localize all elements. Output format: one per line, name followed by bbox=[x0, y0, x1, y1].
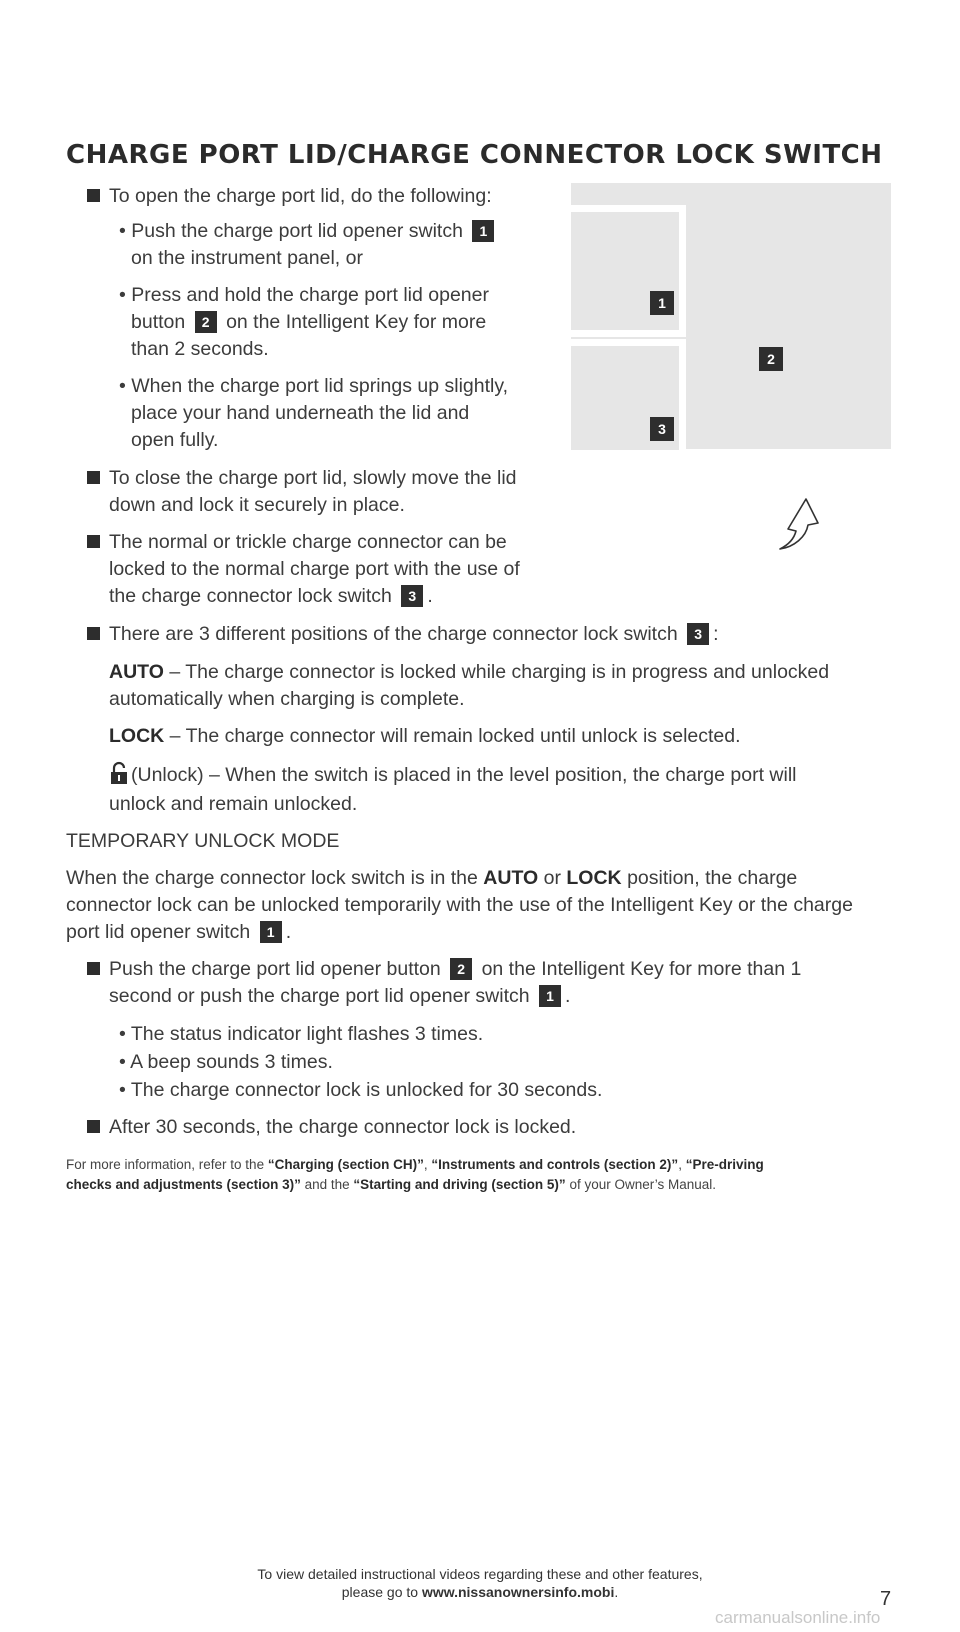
temporary-unlock-heading: TEMPORARY UNLOCK MODE bbox=[66, 830, 340, 852]
temp-para-line-3-text: port lid opener switch bbox=[66, 921, 251, 943]
open-bullet-3-line-2: place your hand underneath the lid and bbox=[131, 402, 470, 424]
footer-please-go: please go to bbox=[341, 1584, 419, 1600]
temp-auto-keyword: AUTO bbox=[483, 867, 539, 889]
square-bullet-icon bbox=[87, 471, 100, 484]
open-intro: To open the charge port lid, do the following: bbox=[109, 185, 492, 207]
callout-badge-3: 3 bbox=[401, 585, 423, 607]
callout-badge-1: 1 bbox=[472, 220, 494, 242]
close-line-1: To close the charge port lid, slowly move the lid bbox=[109, 467, 517, 489]
open-bullet-1-text: • Push the charge port lid opener switch bbox=[119, 220, 463, 242]
unlock-line-2: unlock and remain unlocked. bbox=[109, 793, 358, 815]
lock-description: – The charge connector will remain locked until unlock is selected. bbox=[169, 725, 741, 747]
positions-line-1-colon: : bbox=[713, 623, 719, 645]
lock-keyword: LOCK bbox=[109, 725, 165, 747]
temp-or-text: or bbox=[543, 867, 561, 889]
page-number: 7 bbox=[880, 1588, 892, 1610]
temp-lock-keyword: LOCK bbox=[566, 867, 622, 889]
more-info-end: of your Owner’s Manual. bbox=[569, 1177, 717, 1192]
callout-badge-2: 2 bbox=[195, 311, 217, 333]
open-bullet-3-line-1: • When the charge port lid springs up slightly, bbox=[119, 375, 509, 397]
square-bullet-icon bbox=[87, 1120, 100, 1133]
more-info-comma-2: , bbox=[678, 1157, 682, 1172]
square-bullet-icon bbox=[87, 189, 100, 202]
open-bullet-2-key-text: on the Intelligent Key for more bbox=[226, 311, 487, 333]
normal-line-3-period: . bbox=[427, 585, 433, 607]
unlock-description: (Unlock) – When the switch is placed in the level position, the charge port will bbox=[131, 764, 797, 786]
illustration-panel-upper bbox=[564, 205, 686, 337]
ref-starting-driving: “Starting and driving (section 5)” bbox=[353, 1177, 566, 1192]
square-bullet-icon bbox=[87, 962, 100, 975]
callout-badge-1: 1 bbox=[539, 985, 561, 1007]
more-info-intro: For more information, refer to the bbox=[66, 1157, 265, 1172]
positions-line-1-text: There are 3 different positions of the charge connector lock switch bbox=[109, 623, 678, 645]
page-title: CHARGE PORT LID/CHARGE CONNECTOR LOCK SWITCH bbox=[66, 140, 883, 170]
callout-badge-3: 3 bbox=[687, 623, 709, 645]
unlock-line-1 bbox=[109, 761, 797, 787]
temp-para-line-3-period: . bbox=[285, 921, 292, 943]
auto-keyword: AUTO bbox=[109, 661, 164, 683]
more-info-comma-1: , bbox=[423, 1157, 428, 1172]
auto-line-2: automatically when charging is complete. bbox=[109, 688, 465, 710]
footer-line-1: To view detailed instructional videos regarding these and other features, bbox=[257, 1566, 703, 1582]
open-bullet-1-line-2: on the instrument panel, or bbox=[131, 247, 363, 269]
push-line-1-text-b: on the Intelligent Key for more than 1 bbox=[481, 958, 802, 980]
callout-badge-2: 2 bbox=[450, 958, 472, 980]
normal-line-1: The normal or trickle charge connector can be bbox=[109, 531, 507, 553]
beep-item: • A beep sounds 3 times. bbox=[119, 1051, 333, 1073]
temp-para-line-1 bbox=[66, 866, 797, 890]
footer-period: . bbox=[614, 1584, 619, 1600]
close-line-2: down and lock it securely in place. bbox=[109, 494, 405, 516]
unlock-icon bbox=[109, 761, 129, 785]
figure-callout-3: 3 bbox=[650, 417, 674, 441]
normal-line-3-text: the charge connector lock switch bbox=[109, 585, 392, 607]
ref-pre-driving-b: checks and adjustments (section 3)” bbox=[66, 1177, 301, 1192]
open-bullet-2-line-2 bbox=[131, 310, 486, 334]
lock-line-1 bbox=[109, 724, 741, 748]
auto-description: – The charge connector is locked while charging is in progress and unlocked bbox=[169, 661, 830, 683]
temp-para-text-b: position, the charge bbox=[627, 867, 798, 889]
figure-callout-2: 2 bbox=[759, 347, 783, 371]
more-info-and: and the bbox=[304, 1177, 350, 1192]
footer-url-link[interactable]: www.nissanownersinfo.mobi bbox=[421, 1584, 615, 1600]
push-line-2-period: . bbox=[565, 985, 571, 1007]
open-bullet-3-line-3: open fully. bbox=[131, 429, 219, 451]
push-line-2 bbox=[109, 984, 570, 1008]
ref-pre-driving-a: “Pre-driving bbox=[685, 1157, 764, 1172]
ref-charging: “Charging (section CH)” bbox=[267, 1157, 424, 1172]
illustration-figure bbox=[571, 183, 891, 449]
positions-line-1 bbox=[109, 622, 719, 646]
open-bullet-1-line-1 bbox=[119, 219, 498, 243]
square-bullet-icon bbox=[87, 627, 100, 640]
more-info-line-1 bbox=[66, 1155, 764, 1175]
open-bullet-2-button-text: button bbox=[131, 311, 186, 333]
figure-callout-1: 1 bbox=[650, 291, 674, 315]
open-bullet-2-line-3: than 2 seconds. bbox=[131, 338, 269, 360]
watermark: carmanualsonline.info bbox=[715, 1608, 881, 1627]
temp-para-line-2: connector lock can be unlocked temporarily with the use of the Intelligent Key or the charge bbox=[66, 894, 853, 916]
ref-instruments: “Instruments and controls (section 2)” bbox=[431, 1157, 679, 1172]
unlocked-30s-item: • The charge connector lock is unlocked for 30 seconds. bbox=[119, 1079, 603, 1101]
normal-line-2: locked to the normal charge port with the use of bbox=[109, 558, 520, 580]
auto-line-1 bbox=[109, 660, 829, 684]
normal-line-3 bbox=[109, 584, 433, 608]
status-light-item: • The status indicator light flashes 3 times. bbox=[119, 1023, 484, 1045]
push-line-1 bbox=[109, 957, 801, 981]
callout-badge-1: 1 bbox=[260, 921, 282, 943]
open-bullet-2-line-1: • Press and hold the charge port lid opener bbox=[119, 284, 489, 306]
arrow-curve-icon bbox=[776, 495, 822, 553]
footer-line-2 bbox=[0, 1583, 960, 1601]
square-bullet-icon bbox=[87, 535, 100, 548]
after-30-seconds: After 30 seconds, the charge connector lock is locked. bbox=[109, 1116, 577, 1138]
temp-para-line-3 bbox=[66, 920, 291, 944]
temp-para-text-a: When the charge connector lock switch is in the bbox=[66, 867, 478, 889]
push-line-1-text-a: Push the charge port lid opener button bbox=[109, 958, 441, 980]
push-line-2-text: second or push the charge port lid opener switch bbox=[109, 985, 530, 1007]
more-info-line-2 bbox=[66, 1175, 716, 1195]
